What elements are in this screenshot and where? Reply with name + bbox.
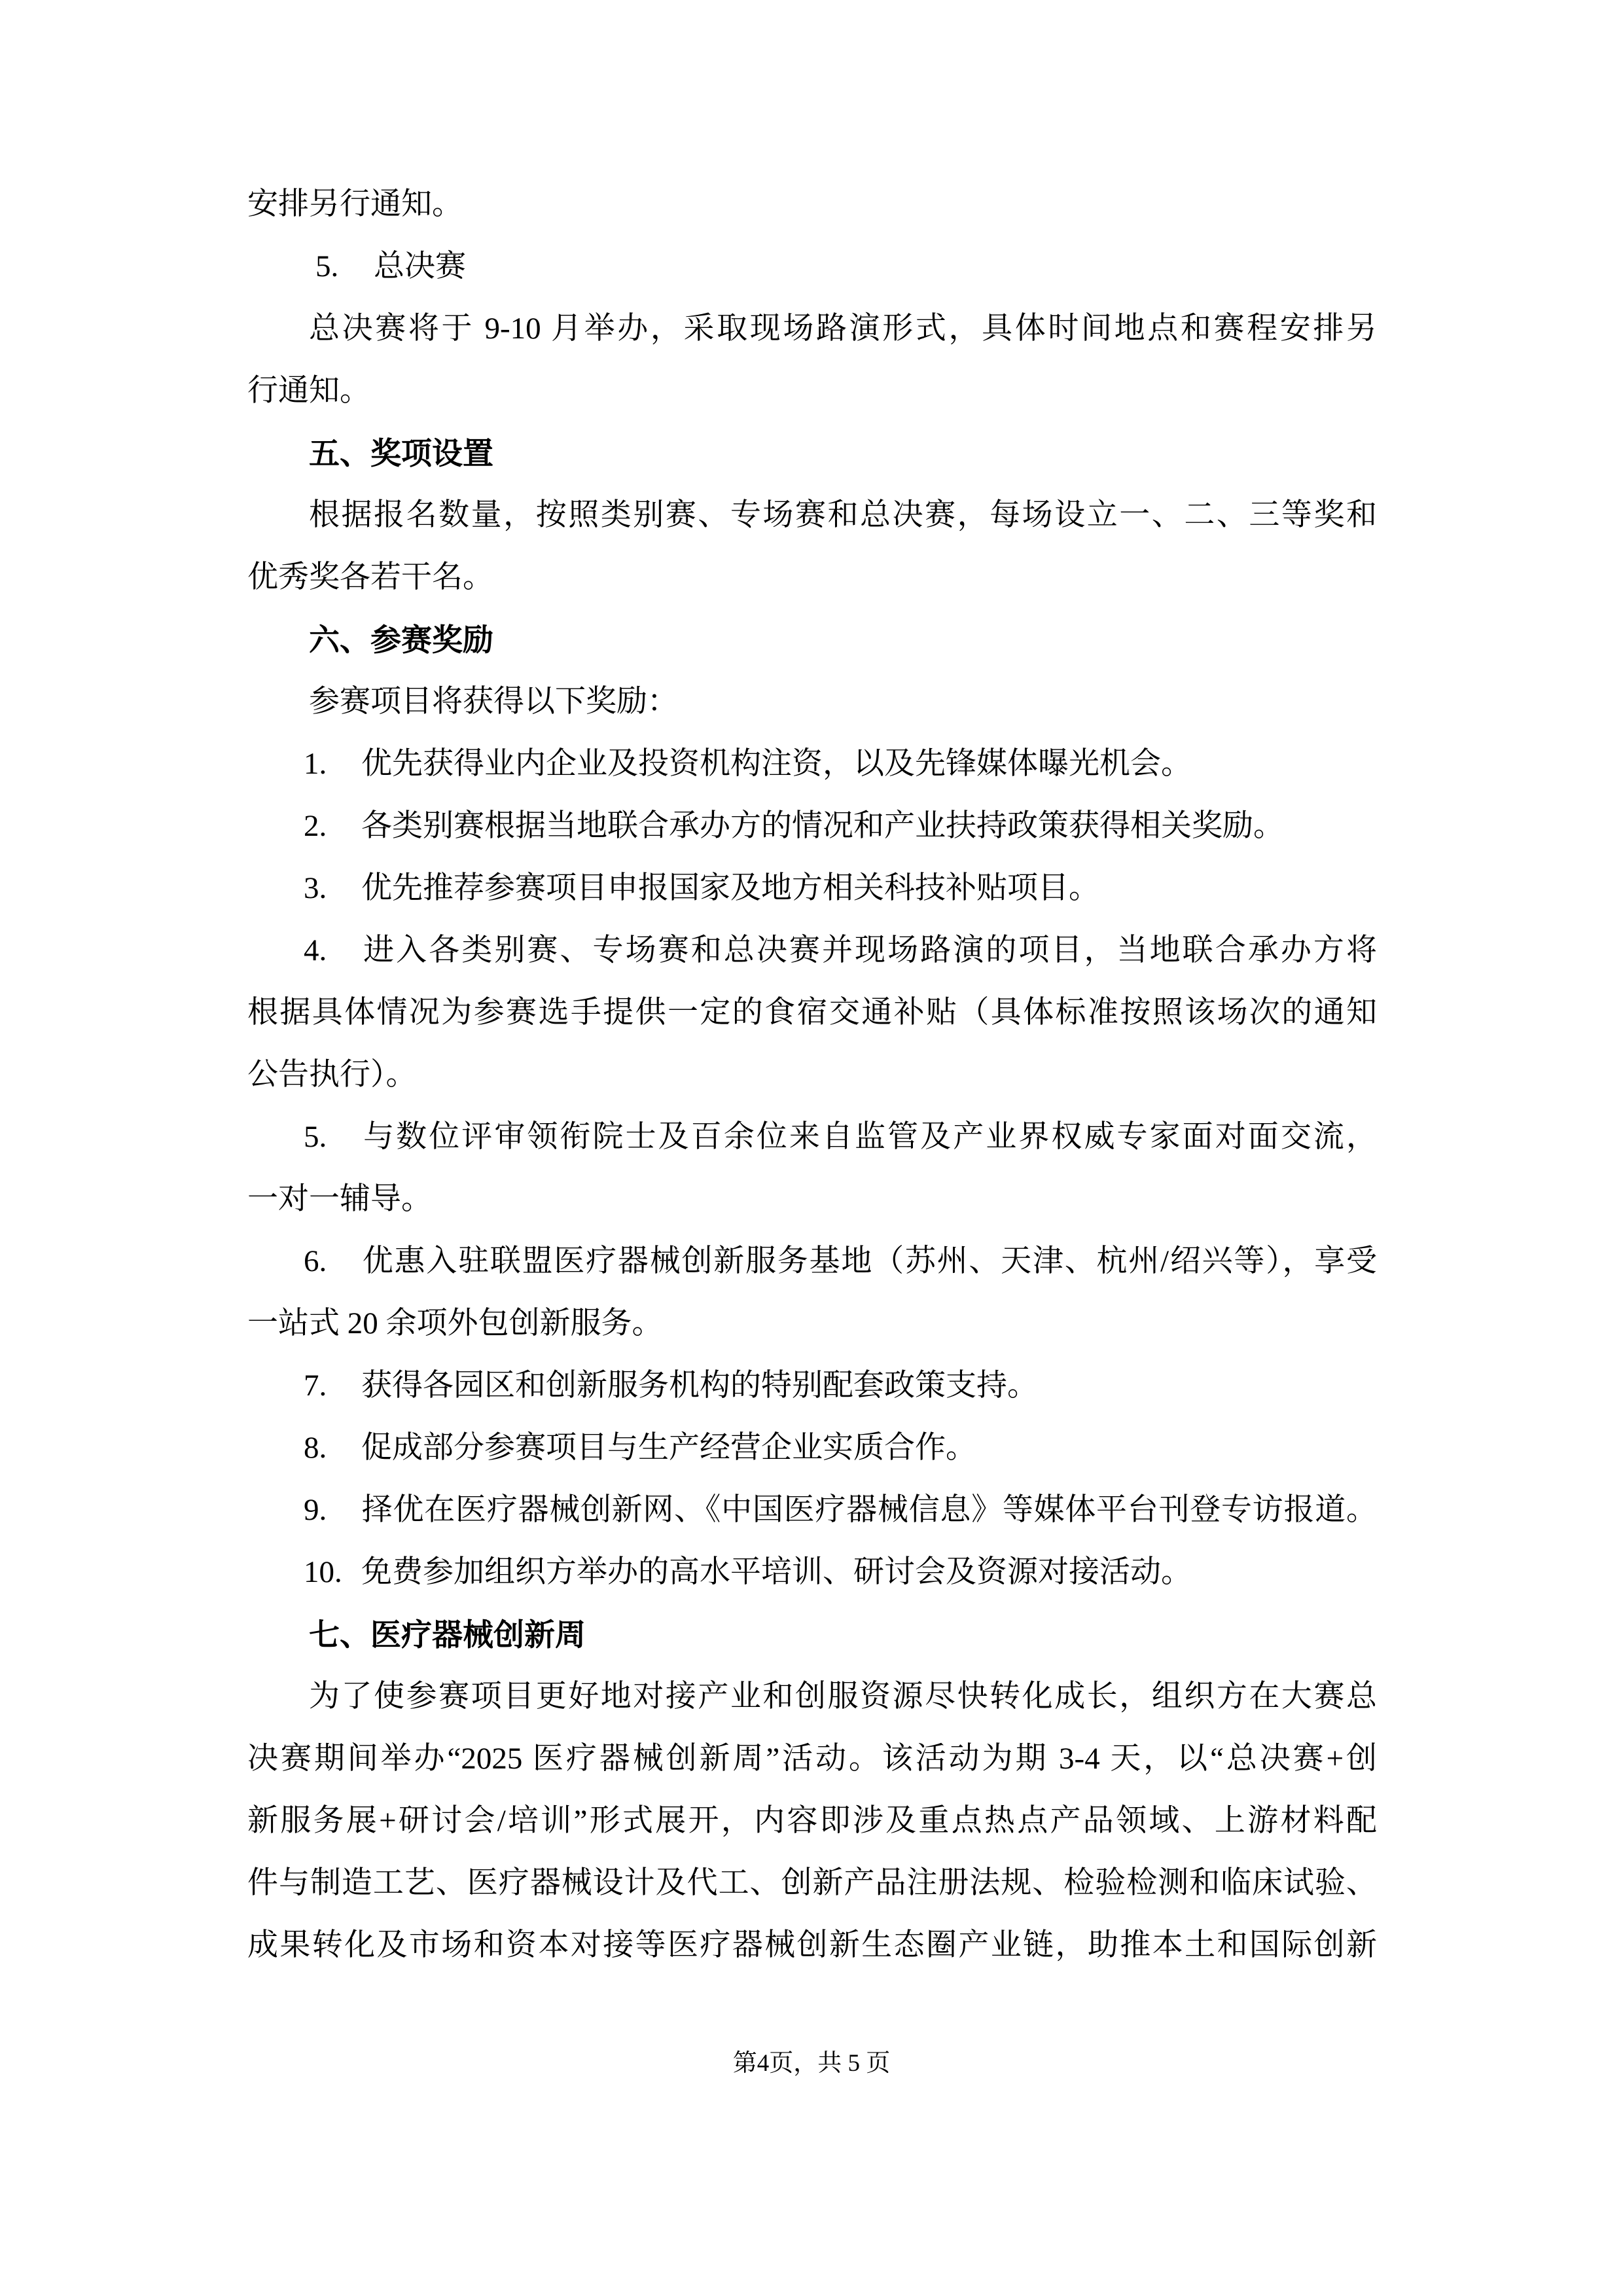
list-number: 8. [304, 1431, 327, 1465]
list-item [247, 1106, 1377, 1168]
section-heading: 七、医疗器械创新周 [309, 1617, 586, 1652]
list-number: 5. [304, 1120, 327, 1154]
body-line: 决赛期间举办“2025 医疗器械创新周”活动。该活动为期 3-4 天，以“总决赛+创 [247, 1742, 1377, 1776]
list-item-text: 获得各园区和创新服务机构的特别配套政策支持。 [361, 1369, 1038, 1403]
list-item-text: 各类别赛根据当地联合承办方的情况和产业扶持政策获得相关奖励。 [361, 809, 1284, 843]
list-item [247, 1541, 1377, 1604]
list-item-text: 择优在医疗器械创新网、《中国医疗器械信息》等媒体平台刊登专访报道。 [361, 1493, 1377, 1527]
body-line: 件与制造工艺、医疗器械设计及代工、创新产品注册法规、检验检测和临床试验、 [247, 1866, 1377, 1900]
list-item [247, 1230, 1377, 1293]
body-line: 一对一辅导。 [247, 1182, 432, 1216]
body-line: 为了使参赛项目更好地对接产业和创服资源尽快转化成长，组织方在大赛总 [309, 1679, 1377, 1713]
body-line: 一站式 20 余项外包创新服务。 [247, 1306, 663, 1340]
list-item [247, 1479, 1377, 1541]
body-line: 根据报名数量，按照类别赛、专场赛和总决赛，每场设立一、二、三等奖和 [309, 498, 1377, 532]
body-line: 公告执行）。 [247, 1058, 417, 1092]
body-line: 总决赛将于 9-10 月举办，采取现场路演形式，具体时间地点和赛程安排另 [309, 312, 1377, 346]
list-number: 9. [304, 1493, 327, 1527]
list-number: 4. [304, 933, 327, 967]
list-item [247, 857, 1377, 920]
document-body [247, 173, 1377, 1977]
list-number: 2. [304, 809, 327, 843]
list-number: 7. [304, 1369, 327, 1403]
list-number: 3. [304, 871, 327, 905]
list-item-text: 优先获得业内企业及投资机构注资，以及先锋媒体曝光机会。 [361, 747, 1192, 781]
list-item-text: 促成部分参赛项目与生产经营企业实质合作。 [361, 1431, 976, 1465]
list-number: 6. [304, 1244, 327, 1278]
body-line: 安排另行通知。 [247, 187, 463, 221]
list-item-text: 免费参加组织方举办的高水平培训、研讨会及资源对接活动。 [361, 1555, 1192, 1589]
body-line: 新服务展+研讨会/培训”形式展开，内容即涉及重点热点产品领域、上游材料配 [247, 1804, 1377, 1838]
list-item [247, 733, 1377, 795]
list-item [247, 920, 1377, 982]
list-item [247, 1417, 1377, 1479]
body-line: 参赛项目将获得以下奖励： [309, 685, 678, 719]
list-item-text: 进入各类别赛、专场赛和总决赛并现场路演的项目，当地联合承办方将 [361, 933, 1377, 967]
numbered-subheading [247, 236, 1377, 298]
page-number: 第4页，共 5 页 [732, 2050, 891, 2077]
list-number: 5. [315, 249, 339, 283]
section-heading: 六、参赛奖励 [309, 622, 493, 657]
body-line: 行通知。 [247, 374, 370, 408]
list-item [247, 795, 1377, 857]
list-item [247, 1355, 1377, 1417]
list-number: 10. [304, 1555, 342, 1589]
list-item-text: 与数位评审领衔院士及百余位来自监管及产业界权威专家面对面交流， [361, 1120, 1377, 1154]
section-heading: 五、奖项设置 [309, 436, 493, 471]
list-number: 1. [304, 747, 327, 781]
list-item-text: 优惠入驻联盟医疗器械创新服务基地（苏州、天津、杭州/绍兴等），享受 [361, 1244, 1377, 1278]
body-line: 根据具体情况为参赛选手提供一定的食宿交通补贴（具体标准按照该场次的通知 [247, 996, 1377, 1030]
subheading-text: 总决赛 [374, 249, 466, 283]
body-line: 优秀奖各若干名。 [247, 560, 493, 594]
body-line: 成果转化及市场和资本对接等医疗器械创新生态圈产业链，助推本土和国际创新 [247, 1928, 1377, 1962]
list-item-text: 优先推荐参赛项目申报国家及地方相关科技补贴项目。 [361, 871, 1099, 905]
